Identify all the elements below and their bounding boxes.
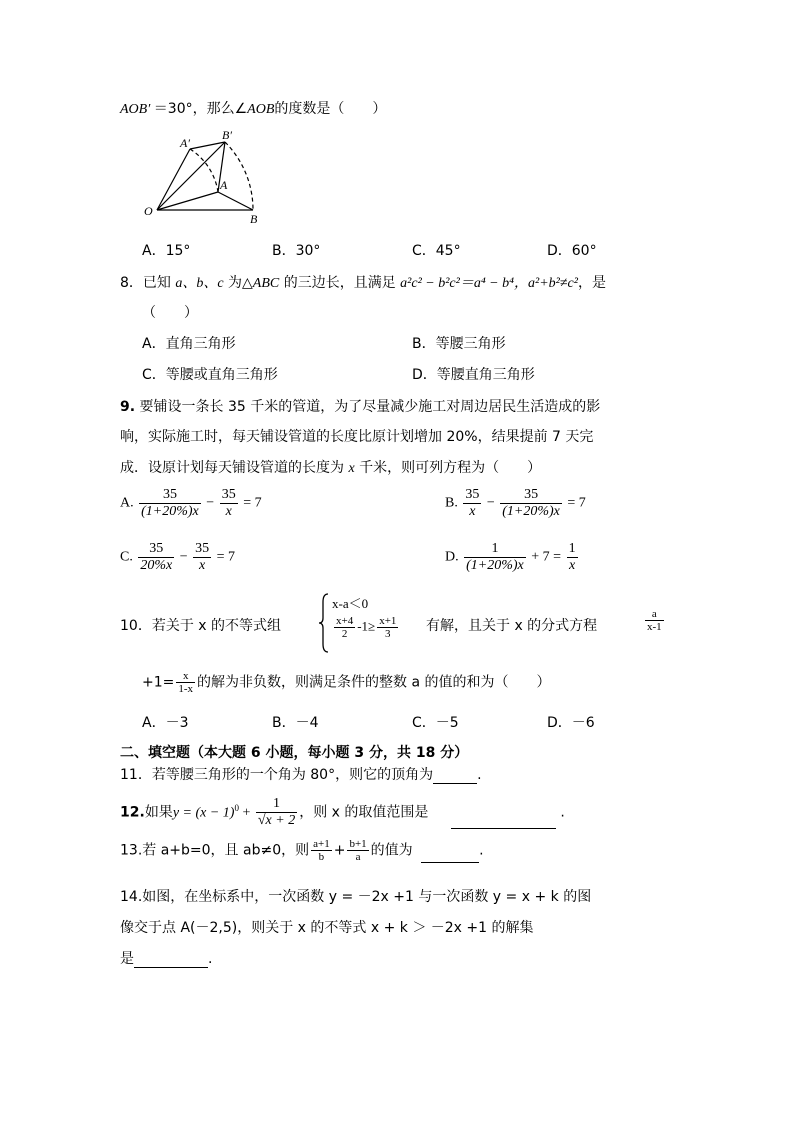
- q10-pre: 10．若关于 x 的不等式组: [120, 618, 281, 634]
- q7-option-b: B．30°: [272, 243, 321, 259]
- q9-stem-line3: 成．设原计划每天铺设管道的长度为 x 千米，则可列方程为（ ）: [120, 460, 542, 476]
- fraction: $\frac{1}{(1+20\%)x}$: [466, 541, 524, 573]
- answer-blank: [433, 769, 477, 784]
- fraction: $\frac{35}{(1+20\%)x}$: [502, 487, 560, 519]
- fraction: $\frac{a+1}{b}$: [313, 838, 330, 863]
- q11: 11．若等腰三角形的一个角为 80°，则它的顶角为 .: [120, 767, 482, 783]
- q7-stem: AOB′ ＝30°，那么∠AOB的度数是（ ）: [120, 101, 387, 117]
- segment-AB: [218, 192, 253, 210]
- q8-option-d: D．等腰直角三角形: [412, 367, 535, 383]
- q10-option-a: A．－3: [142, 715, 189, 731]
- q12: 12.如果$y = (x - 1)^0$ + $\frac{1}{√x + 2}$ ，则 x 的取值范围是 .: [120, 796, 565, 828]
- fraction: $\frac{35}{20\%x}$: [140, 541, 173, 573]
- segment-OA-prime: [157, 149, 190, 210]
- answer-blank: [421, 848, 479, 863]
- label-A-prime: A′: [180, 136, 190, 150]
- q8-stem-line2: （ ）: [142, 305, 198, 321]
- fraction: $\frac{35}{x}$: [195, 541, 210, 573]
- q7-option-d: D．60°: [547, 243, 597, 259]
- fraction: $\frac{b+1}{a}$: [349, 838, 367, 863]
- fraction: $\frac{x}{1-x}$: [178, 670, 194, 695]
- q9-option-c: C. $\frac{35}{20\%x}$ − $\frac{35}{x}$ = 7: [120, 541, 236, 573]
- q10-mid: 有解，且关于 x 的分式方程: [426, 618, 598, 634]
- q14-line3: 是 .: [120, 951, 213, 967]
- q10-system-line1: x-a＜0: [332, 596, 369, 611]
- q10-option-d: D．－6: [547, 715, 595, 731]
- label-O: O: [144, 204, 153, 218]
- q14-line1: 14.如图，在坐标系中，一次函数 y = －2x +1 与一次函数 y = x + k 的图: [120, 889, 592, 905]
- answer-blank: [134, 953, 208, 968]
- q8-option-c: C．等腰或直角三角形: [142, 367, 278, 383]
- q14-line2: 像交于点 A(－2,5)，则关于 x 的不等式 x + k ＞ －2x +1 的解集: [120, 920, 534, 936]
- q9-option-a: A. $\frac{35}{(1+20\%)x}$ − $\frac{35}{x}$ = 7: [120, 487, 262, 519]
- fraction: $\frac{1}{x}$: [568, 541, 576, 573]
- q10-line2: +1= $\frac{x}{1-x}$ 的解为非负数，则满足条件的整数 a 的值的和为（ ）: [142, 670, 551, 695]
- q9-option-d: D. $\frac{1}{(1+20\%)x}$ + 7 = $\frac{1}{x}$: [445, 541, 576, 573]
- q10-option-c: C．－5: [412, 715, 459, 731]
- fraction: $\frac{x+4}{2}$: [336, 615, 354, 640]
- brace-icon: [318, 592, 330, 654]
- q8-option-a: A．直角三角形: [142, 336, 236, 352]
- label-B-prime: B′: [222, 128, 232, 142]
- label-B: B: [250, 212, 258, 226]
- q7-option-a: A．15°: [142, 243, 191, 259]
- q8-option-b: B．等腰三角形: [412, 336, 506, 352]
- answer-blank: [451, 814, 556, 829]
- fraction: $\frac{35}{x}$: [221, 487, 236, 519]
- arc-A: [190, 149, 218, 192]
- q10-fraction-a: [643, 608, 666, 633]
- q9-stem-line1: 9. 要铺设一条长 35 千米的管道，为了尽量减少施工对周边居民生活造成的影: [120, 399, 601, 415]
- q13: 13.若 a+b=0，且 ab≠0，则 $\frac{a+1}{b}$ + $\frac{b+1}{a}$ 的值为 .: [120, 838, 484, 863]
- fraction: $\frac{1}{√x + 2}$: [257, 796, 296, 828]
- q10-system-line2: $\frac{x+4}{2}$ -1≥ $\frac{x+1}{3}$: [336, 615, 397, 640]
- q9-stem-line2: 响，实际施工时，每天铺设管道的长度比原计划增加 20%，结果提前 7 天完: [120, 429, 594, 445]
- fraction: $\frac{x+1}{3}$: [379, 615, 397, 640]
- q8-stem-line1: 8．已知 a、b、c 为△ABC 的三边长，且满足 a²c² − b²c²＝a⁴ − b⁴，a²+b²≠c²，是: [120, 275, 606, 291]
- arc-B: [225, 142, 253, 210]
- fraction: $\frac{35}{(1+20\%)x}$: [141, 487, 199, 519]
- section-heading: 二、填空题（本大题 6 小题，每小题 3 分，共 18 分）: [120, 745, 469, 761]
- q7-option-c: C．45°: [412, 243, 461, 259]
- label-A: A: [220, 178, 228, 192]
- fraction: $\frac{a}{x-1}$: [647, 608, 662, 633]
- fraction: $\frac{35}{x}$: [465, 487, 480, 519]
- q10-option-b: B．－4: [272, 715, 319, 731]
- q9-option-b: B. $\frac{35}{x}$ − $\frac{35}{(1+20\%)x}$ = 7: [445, 487, 586, 519]
- rotation-figure: [140, 125, 270, 230]
